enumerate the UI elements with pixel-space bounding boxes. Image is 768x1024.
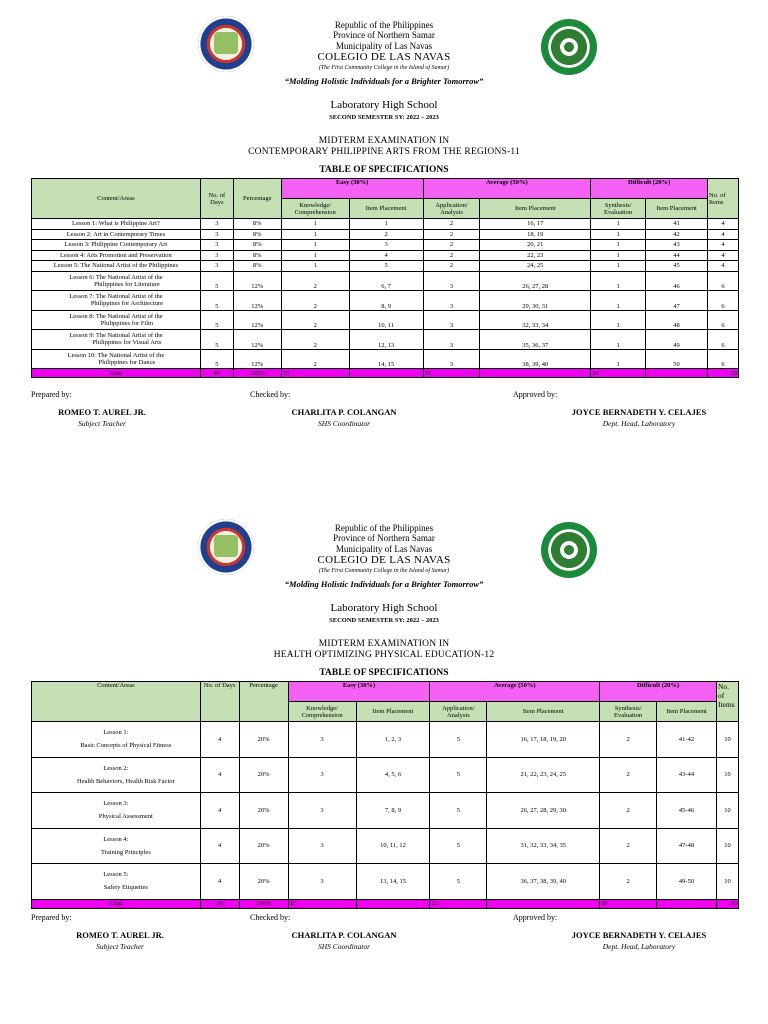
percentage-cell: 12% xyxy=(233,310,281,330)
col-difficult-placement-header: Item Placement xyxy=(657,702,717,722)
col-synthesis-header: Synthesis/ Evaluation xyxy=(591,199,646,219)
table-row xyxy=(32,349,739,369)
exam-title-line1: MIDTERM EXAMINATION IN xyxy=(318,639,450,649)
col-easy-placement-header: Item Placement xyxy=(356,702,430,722)
lesson-cell xyxy=(32,793,201,829)
easy-placement-cell: 12, 13 xyxy=(349,330,423,350)
col-easy-header: Easy (30%) xyxy=(281,179,423,199)
items-cell: 6 xyxy=(707,291,738,311)
tos-table xyxy=(31,681,739,909)
lesson-cell xyxy=(32,349,201,369)
total-difficult: 10 xyxy=(600,899,657,908)
lesson-cell xyxy=(32,828,201,864)
lesson-cell xyxy=(32,330,201,350)
difficult-placement-cell: 43-44 xyxy=(657,757,717,793)
easy-count-cell: 1 xyxy=(281,219,349,230)
lesson-label: Lesson 4: Arts Promotion and Preservation xyxy=(60,251,172,259)
lesson-label: Lesson 3: Philippine Contemporary Art xyxy=(64,241,168,249)
table-row xyxy=(32,229,739,240)
lesson-cell xyxy=(32,310,201,330)
difficult-count-cell: 1 xyxy=(591,219,646,230)
total-average: 25 xyxy=(430,899,487,908)
tos-title: TABLE OF SPECIFICATIONS xyxy=(319,165,449,175)
percentage-cell: 20% xyxy=(239,793,288,829)
col-application-header: Application/ Analysis xyxy=(423,199,480,219)
average-placement-cell: 31, 32, 33, 34, 35 xyxy=(487,828,600,864)
average-placement-cell: 36, 37, 38, 39, 40 xyxy=(487,864,600,900)
difficult-placement-cell: 47 xyxy=(646,291,708,311)
table-row xyxy=(32,793,739,829)
lesson-label: Lesson 6: The National Artist of the xyxy=(69,273,163,281)
average-placement-cell: 24, 25 xyxy=(480,261,591,272)
difficult-count-cell: 1 xyxy=(591,250,646,261)
easy-count-cell: 3 xyxy=(288,864,356,900)
prepared-by-label: Prepared by: xyxy=(31,913,72,922)
col-days-header: No. of Days xyxy=(200,682,239,722)
lesson-cell xyxy=(32,240,201,251)
percentage-cell: 20% xyxy=(239,828,288,864)
easy-count-cell: 3 xyxy=(288,722,356,758)
difficult-placement-cell: 45-46 xyxy=(657,793,717,829)
average-count-cell: 3 xyxy=(423,291,480,311)
lesson-cell xyxy=(32,219,201,230)
table-row xyxy=(32,757,739,793)
table-row xyxy=(32,828,739,864)
lesson-subtitle: Basic Concepts of Physical Fitness xyxy=(80,742,172,750)
days-cell: 4 xyxy=(200,793,239,829)
lesson-label: Lesson 3: xyxy=(103,800,129,808)
province-line: Province of Northern Samar xyxy=(333,533,435,543)
prepared-by-title: Subject Teacher xyxy=(96,942,144,951)
total-label: Total xyxy=(32,899,201,908)
school-name: Laboratory High School xyxy=(330,99,438,111)
easy-count-cell: 1 xyxy=(281,250,349,261)
lesson-subtitle: Health Behaviors, Health Risk Factor xyxy=(77,777,175,785)
difficult-placement-cell: 49 xyxy=(646,330,708,350)
total-days: 20 xyxy=(200,899,239,908)
easy-placement-cell: 5 xyxy=(349,261,423,272)
easy-placement-cell: 4, 5, 6 xyxy=(356,757,430,793)
checked-by-label: Checked by: xyxy=(250,390,291,399)
lesson-subtitle: Philippines for Literature xyxy=(94,280,160,288)
average-placement-cell: 16, 17 xyxy=(480,219,591,230)
approved-by-title: Dept. Head, Laboratory xyxy=(602,942,676,951)
total-items: 50 xyxy=(707,369,738,378)
easy-placement-cell: 3 xyxy=(349,240,423,251)
easy-placement-cell: 10, 11 xyxy=(349,310,423,330)
semester-line: SECOND SEMESTER SY: 2022 – 2023 xyxy=(329,114,439,121)
lesson-label: Lesson 7: The National Artist of the xyxy=(69,293,163,301)
easy-count-cell: 3 xyxy=(288,828,356,864)
school-name: Laboratory High School xyxy=(330,602,438,614)
percentage-cell: 20% xyxy=(239,722,288,758)
difficult-count-cell: 1 xyxy=(591,349,646,369)
col-synthesis-header: Synthesis/ Evaluation xyxy=(600,702,657,722)
tos-table xyxy=(31,178,739,378)
col-days-header: No. of Days xyxy=(200,179,233,219)
average-placement-cell: 38, 39, 40 xyxy=(480,349,591,369)
exam-title-line2: HEALTH OPTIMIZING PHYSICAL EDUCATION-12 xyxy=(273,650,495,660)
days-cell: 5 xyxy=(200,291,233,311)
lesson-subtitle: Philippines for Architecture xyxy=(90,300,164,308)
easy-placement-cell: 8, 9 xyxy=(349,291,423,311)
easy-placement-cell: 1 xyxy=(349,219,423,230)
average-count-cell: 5 xyxy=(430,722,487,758)
difficult-count-cell: 2 xyxy=(600,793,657,829)
days-cell: 5 xyxy=(200,349,233,369)
col-knowledge-header: Knowledge/ Comprehension xyxy=(281,199,349,219)
total-average: 25 xyxy=(423,369,480,378)
total-pct: 100% xyxy=(239,899,288,908)
days-cell: 5 xyxy=(200,330,233,350)
items-cell: 6 xyxy=(707,330,738,350)
lesson-subtitle: Training Principles xyxy=(100,848,151,856)
items-cell: 10 xyxy=(716,864,738,900)
average-count-cell: 5 xyxy=(430,793,487,829)
checked-by-name: CHARLITA P. COLANGAN xyxy=(291,930,397,940)
table-row xyxy=(32,722,739,758)
lesson-subtitle: Philippines for Dance xyxy=(98,358,156,366)
items-cell: 10 xyxy=(716,793,738,829)
lesson-label: Lesson 2: Art in Contemporary Times xyxy=(66,230,166,238)
total-pct: 100% xyxy=(233,369,281,378)
col-average-placement-header: Item Placement xyxy=(487,702,600,722)
easy-placement-cell: 7, 8, 9 xyxy=(356,793,430,829)
days-cell: 4 xyxy=(200,722,239,758)
difficult-placement-cell: 41-42 xyxy=(657,722,717,758)
difficult-count-cell: 1 xyxy=(591,240,646,251)
difficult-count-cell: 2 xyxy=(600,864,657,900)
percentage-cell: 12% xyxy=(233,291,281,311)
easy-placement-cell: 10, 11, 12 xyxy=(356,828,430,864)
lesson-label: Lesson 8: The National Artist of the xyxy=(69,312,163,320)
average-placement-cell: 26, 27, 28, 29, 30 xyxy=(487,793,600,829)
items-cell: 10 xyxy=(716,828,738,864)
average-count-cell: 5 xyxy=(430,864,487,900)
average-count-cell: 2 xyxy=(423,250,480,261)
college-name: COLEGIO DE LAS NAVAS xyxy=(317,554,451,566)
difficult-placement-cell: 49-50 xyxy=(657,864,717,900)
approved-by-label: Approved by: xyxy=(513,390,558,399)
lesson-label: Lesson 4: xyxy=(103,835,129,843)
items-cell: 4 xyxy=(707,229,738,240)
exam-title-line1: MIDTERM EXAMINATION IN xyxy=(318,136,450,146)
percentage-cell: 20% xyxy=(239,864,288,900)
semester-line: SECOND SEMESTER SY: 2022 – 2023 xyxy=(329,617,439,624)
col-average-header: Average (50%) xyxy=(423,179,591,199)
lesson-cell xyxy=(32,864,201,900)
average-count-cell: 2 xyxy=(423,219,480,230)
approved-by-name: JOYCE BERNADETH Y. CELAJES xyxy=(571,407,707,417)
lesson-cell xyxy=(32,291,201,311)
municipality-line: Municipality of Las Navas xyxy=(335,544,433,554)
difficult-placement-cell: 42 xyxy=(646,229,708,240)
prepared-by-label: Prepared by: xyxy=(31,390,72,399)
table-row xyxy=(32,240,739,251)
prepared-by-name: ROMEO T. AUREL JR. xyxy=(76,930,164,940)
college-name: COLEGIO DE LAS NAVAS xyxy=(317,51,451,63)
lesson-subtitle: Philippines for Visual Arts xyxy=(92,339,162,347)
items-cell: 4 xyxy=(707,219,738,230)
difficult-placement-cell: 41 xyxy=(646,219,708,230)
percentage-cell: 8% xyxy=(233,229,281,240)
col-percentage-header: Percentage xyxy=(233,179,281,219)
percentage-cell: 8% xyxy=(233,261,281,272)
col-difficult-placement-header: Item Placement xyxy=(646,199,708,219)
checked-by-title: SHS Coordinator xyxy=(317,942,371,951)
difficult-count-cell: 1 xyxy=(591,271,646,291)
average-placement-cell: 22, 23 xyxy=(480,250,591,261)
average-count-cell: 3 xyxy=(423,310,480,330)
approved-by-name: JOYCE BERNADETH Y. CELAJES xyxy=(571,930,707,940)
easy-placement-cell: 14, 15 xyxy=(349,349,423,369)
easy-count-cell: 3 xyxy=(288,793,356,829)
lesson-cell xyxy=(32,271,201,291)
easy-count-cell: 2 xyxy=(281,349,349,369)
days-cell: 3 xyxy=(200,219,233,230)
col-content-header: Content/Areas xyxy=(32,682,201,722)
percentage-cell: 8% xyxy=(233,250,281,261)
days-cell: 3 xyxy=(200,240,233,251)
total-easy: 15 xyxy=(281,369,349,378)
col-easy-header: Easy (30%) xyxy=(288,682,430,702)
college-motto: “Molding Holistic Individuals for a Brighter Tomorrow” xyxy=(284,76,484,86)
checked-by-label: Checked by: xyxy=(250,913,291,922)
difficult-count-cell: 1 xyxy=(591,261,646,272)
items-cell: 10 xyxy=(716,757,738,793)
col-difficult-header: Difficult (20%) xyxy=(600,682,717,702)
average-placement-cell: 18, 19 xyxy=(480,229,591,240)
difficult-placement-cell: 44 xyxy=(646,250,708,261)
prepared-by-title: Subject Teacher xyxy=(78,419,126,428)
average-placement-cell: 20, 21 xyxy=(480,240,591,251)
items-cell: 4 xyxy=(707,250,738,261)
lesson-label: Lesson 2: xyxy=(103,764,129,772)
exam-title-line2: CONTEMPORARY PHILIPPINE ARTS FROM THE REGIONS-11 xyxy=(248,147,520,157)
easy-placement-cell: 6, 7 xyxy=(349,271,423,291)
difficult-placement-cell: 47-48 xyxy=(657,828,717,864)
average-count-cell: 2 xyxy=(423,261,480,272)
table-row xyxy=(32,291,739,311)
days-cell: 4 xyxy=(200,757,239,793)
lesson-label: Lesson 1: xyxy=(103,729,129,737)
lesson-cell xyxy=(32,261,201,272)
tos-title: TABLE OF SPECIFICATIONS xyxy=(319,668,449,678)
table-row xyxy=(32,310,739,330)
items-cell: 6 xyxy=(707,271,738,291)
days-cell: 5 xyxy=(200,271,233,291)
easy-count-cell: 1 xyxy=(281,229,349,240)
municipality-line: Municipality of Las Navas xyxy=(335,41,433,51)
difficult-count-cell: 2 xyxy=(600,828,657,864)
difficult-placement-cell: 43 xyxy=(646,240,708,251)
college-tagline: (The First Community College in the Island of Samar) xyxy=(318,568,450,574)
total-difficult: 10 xyxy=(591,369,646,378)
average-count-cell: 3 xyxy=(423,349,480,369)
college-motto: “Molding Holistic Individuals for a Brighter Tomorrow” xyxy=(284,579,484,589)
lesson-cell xyxy=(32,722,201,758)
difficult-count-cell: 1 xyxy=(591,291,646,311)
easy-count-cell: 1 xyxy=(281,240,349,251)
republic-line: Republic of the Philippines xyxy=(334,20,434,30)
total-easy: 15 xyxy=(288,899,356,908)
table-row xyxy=(32,261,739,272)
table-row xyxy=(32,330,739,350)
lesson-label: Lesson 10: The National Artist of the xyxy=(67,351,165,359)
average-placement-cell: 32, 33, 34 xyxy=(480,310,591,330)
table-row xyxy=(32,864,739,900)
col-application-header: Application/ Analysis xyxy=(430,702,487,722)
lesson-label: Lesson 5: xyxy=(103,871,129,879)
easy-count-cell: 2 xyxy=(281,291,349,311)
average-placement-cell: 29, 30, 31 xyxy=(480,291,591,311)
percentage-cell: 8% xyxy=(233,219,281,230)
col-difficult-header: Difficult (20%) xyxy=(591,179,708,199)
col-items-header: No. of Items xyxy=(716,682,738,722)
table-row xyxy=(32,271,739,291)
col-percentage-header: Percentage xyxy=(239,682,288,722)
easy-placement-cell: 13, 14, 15 xyxy=(356,864,430,900)
easy-placement-cell: 1, 2, 3 xyxy=(356,722,430,758)
difficult-placement-cell: 46 xyxy=(646,271,708,291)
college-tagline: (The First Community College in the Island of Samar) xyxy=(318,65,450,71)
lesson-label: Lesson 1: What is Philippine Art? xyxy=(72,220,160,228)
col-average-header: Average (50%) xyxy=(430,682,600,702)
average-placement-cell: 16, 17, 18, 19, 20 xyxy=(487,722,600,758)
col-knowledge-header: Knowledge/ Comprehension xyxy=(288,702,356,722)
difficult-placement-cell: 45 xyxy=(646,261,708,272)
average-count-cell: 3 xyxy=(423,271,480,291)
easy-count-cell: 1 xyxy=(281,261,349,272)
lesson-cell xyxy=(32,757,201,793)
days-cell: 3 xyxy=(200,250,233,261)
easy-count-cell: 3 xyxy=(288,757,356,793)
average-placement-cell: 35, 36, 37 xyxy=(480,330,591,350)
col-average-placement-header: Item Placement xyxy=(480,199,591,219)
lesson-cell xyxy=(32,250,201,261)
difficult-placement-cell: 50 xyxy=(646,349,708,369)
days-cell: 5 xyxy=(200,310,233,330)
items-cell: 4 xyxy=(707,240,738,251)
difficult-count-cell: 2 xyxy=(600,757,657,793)
easy-placement-cell: 2 xyxy=(349,229,423,240)
col-content-header: Content/Areas xyxy=(32,179,201,219)
lesson-subtitle: Physical Assessment xyxy=(98,813,153,821)
col-items-header: No. of Items xyxy=(707,179,738,219)
average-placement-cell: 26, 27, 28 xyxy=(480,271,591,291)
percentage-cell: 12% xyxy=(233,349,281,369)
days-cell: 3 xyxy=(200,229,233,240)
table-row xyxy=(32,250,739,261)
total-days: 40 xyxy=(200,369,233,378)
prepared-by-name: ROMEO T. AUREL JR. xyxy=(58,407,146,417)
average-placement-cell: 21, 22, 23, 24, 25 xyxy=(487,757,600,793)
average-count-cell: 5 xyxy=(430,828,487,864)
items-cell: 6 xyxy=(707,310,738,330)
total-items: 50 xyxy=(716,899,738,908)
easy-count-cell: 2 xyxy=(281,310,349,330)
lesson-subtitle: Safety Etiquettes xyxy=(103,884,148,892)
approved-by-title: Dept. Head, Laboratory xyxy=(602,419,676,428)
days-cell: 4 xyxy=(200,828,239,864)
difficult-count-cell: 1 xyxy=(591,229,646,240)
items-cell: 4 xyxy=(707,261,738,272)
average-count-cell: 5 xyxy=(430,757,487,793)
total-row xyxy=(32,899,739,908)
easy-placement-cell: 4 xyxy=(349,250,423,261)
lesson-label: Lesson 9: The National Artist of the xyxy=(69,332,163,340)
percentage-cell: 8% xyxy=(233,240,281,251)
easy-count-cell: 2 xyxy=(281,271,349,291)
checked-by-title: SHS Coordinator xyxy=(317,419,371,428)
difficult-placement-cell: 48 xyxy=(646,310,708,330)
difficult-count-cell: 2 xyxy=(600,722,657,758)
easy-count-cell: 2 xyxy=(281,330,349,350)
average-count-cell: 2 xyxy=(423,240,480,251)
total-row xyxy=(32,369,739,378)
items-cell: 6 xyxy=(707,349,738,369)
total-label: Total xyxy=(32,369,201,378)
percentage-cell: 12% xyxy=(233,271,281,291)
difficult-count-cell: 1 xyxy=(591,330,646,350)
average-count-cell: 2 xyxy=(423,229,480,240)
lesson-label: Lesson 5: The National Artist of the Philippines xyxy=(53,262,179,270)
province-line: Province of Northern Samar xyxy=(333,30,435,40)
checked-by-name: CHARLITA P. COLANGAN xyxy=(291,407,397,417)
percentage-cell: 20% xyxy=(239,757,288,793)
lesson-subtitle: Philippines for Film xyxy=(100,319,154,327)
approved-by-label: Approved by: xyxy=(513,913,558,922)
average-count-cell: 3 xyxy=(423,330,480,350)
days-cell: 4 xyxy=(200,864,239,900)
items-cell: 10 xyxy=(716,722,738,758)
difficult-count-cell: 1 xyxy=(591,310,646,330)
days-cell: 3 xyxy=(200,261,233,272)
percentage-cell: 12% xyxy=(233,330,281,350)
col-easy-placement-header: Item Placement xyxy=(349,199,423,219)
republic-line: Republic of the Philippines xyxy=(334,523,434,533)
lesson-cell xyxy=(32,229,201,240)
table-row xyxy=(32,219,739,230)
